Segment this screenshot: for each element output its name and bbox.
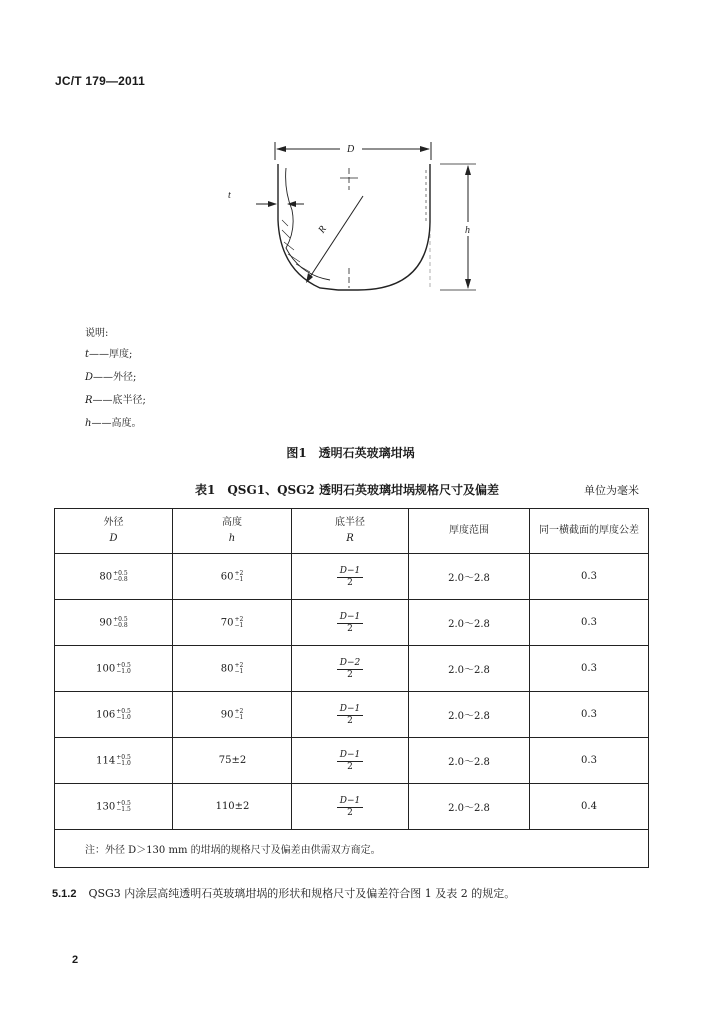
- cell-thickness-tolerance: 0.3: [530, 554, 649, 600]
- cell-outer-diameter: 80 +0.5 −0.8: [55, 554, 173, 600]
- cell-thickness-range: 2.0～2.8: [409, 692, 530, 738]
- cell-thickness-tolerance: 0.3: [530, 600, 649, 646]
- crucible-drawing: [200, 130, 500, 305]
- header-height: 高度 h: [173, 509, 292, 554]
- cell-bottom-radius: $\frac{D-1}{2}$: [292, 692, 409, 738]
- header-thickness-tolerance: 同一横截面的厚度公差: [530, 509, 649, 554]
- label-h: h: [465, 225, 470, 236]
- cell-outer-diameter: 106 +0.5 −1.0: [55, 692, 173, 738]
- legend-item-h: h——高度。: [85, 418, 142, 429]
- legend-item-r: R——底半径;: [85, 395, 146, 406]
- cell-height: 80 +2 −1: [173, 646, 292, 692]
- cell-thickness-tolerance: 0.3: [530, 692, 649, 738]
- cell-thickness-range: 2.0～2.8: [409, 600, 530, 646]
- cell-outer-diameter: 114 +0.5 −1.0: [55, 738, 173, 784]
- legend-item-d: D——外径;: [85, 372, 137, 383]
- cell-bottom-radius: $\frac{D-1}{2}$: [292, 784, 409, 830]
- legend-title: 说明:: [85, 328, 109, 339]
- cell-bottom-radius: $\frac{D-1}{2}$: [292, 600, 409, 646]
- table-row: [55, 784, 649, 830]
- cell-thickness-range: 2.0～2.8: [409, 784, 530, 830]
- cell-bottom-radius: $\frac{D-1}{2}$: [292, 554, 409, 600]
- clause-5-1-2: [52, 885, 515, 901]
- figure-caption: 图1 透明石英玻璃坩埚: [286, 446, 415, 460]
- standard-number: JC/T 179—2011: [55, 74, 145, 88]
- cell-thickness-range: 2.0～2.8: [409, 554, 530, 600]
- cell-thickness-tolerance: 0.4: [530, 784, 649, 830]
- spec-table: [54, 508, 649, 868]
- crucible-outline-right: [338, 164, 430, 290]
- table-note: 注：外径 D＞130 mm 的坩埚的规格尺寸及偏差由供需双方商定。: [55, 830, 649, 868]
- table-row: [55, 692, 649, 738]
- header-thickness-range: 厚度范围: [409, 509, 530, 554]
- cell-height: 90 +2 −1: [173, 692, 292, 738]
- cell-height: 75±2: [173, 738, 292, 784]
- legend-item-t: t——厚度;: [85, 349, 133, 360]
- header-bottom-radius: 底半径 R: [292, 509, 409, 554]
- table-row: [55, 554, 649, 600]
- cell-height: 70 +2 −1: [173, 600, 292, 646]
- header-outer-diameter: 外径 D: [55, 509, 173, 554]
- cell-outer-diameter: 90 +0.5 −0.8: [55, 600, 173, 646]
- cell-outer-diameter: 130 +0.5 −1.5: [55, 784, 173, 830]
- cell-thickness-range: 2.0～2.8: [409, 738, 530, 784]
- clause-number: 5.1.2: [52, 888, 77, 900]
- cell-outer-diameter: 100 +0.5 −1.0: [55, 646, 173, 692]
- table-unit: 单位为毫米: [584, 484, 639, 497]
- cell-height: 60 +2 −1: [173, 554, 292, 600]
- page-number: 2: [72, 954, 79, 966]
- table-note-row: [55, 830, 649, 868]
- cell-thickness-tolerance: 0.3: [530, 738, 649, 784]
- cell-height: 110±2: [173, 784, 292, 830]
- table-row: [55, 600, 649, 646]
- label-r: R: [316, 223, 329, 236]
- table-header-row: [55, 509, 649, 554]
- clause-text: QSG3 内涂层高纯透明石英玻璃坩埚的形状和规格尺寸及偏差符合图 1 及表 2 的规定。: [88, 887, 516, 900]
- cell-bottom-radius: $\frac{D-1}{2}$: [292, 738, 409, 784]
- table-row: [55, 646, 649, 692]
- cell-thickness-range: 2.0～2.8: [409, 646, 530, 692]
- label-t: t: [228, 190, 231, 201]
- label-d: D: [347, 144, 355, 155]
- table-caption: 表1 QSG1、QSG2 透明石英玻璃坩埚规格尺寸及偏差: [195, 483, 499, 497]
- table-row: [55, 738, 649, 784]
- cell-bottom-radius: $\frac{D-2}{2}$: [292, 646, 409, 692]
- cell-thickness-tolerance: 0.3: [530, 646, 649, 692]
